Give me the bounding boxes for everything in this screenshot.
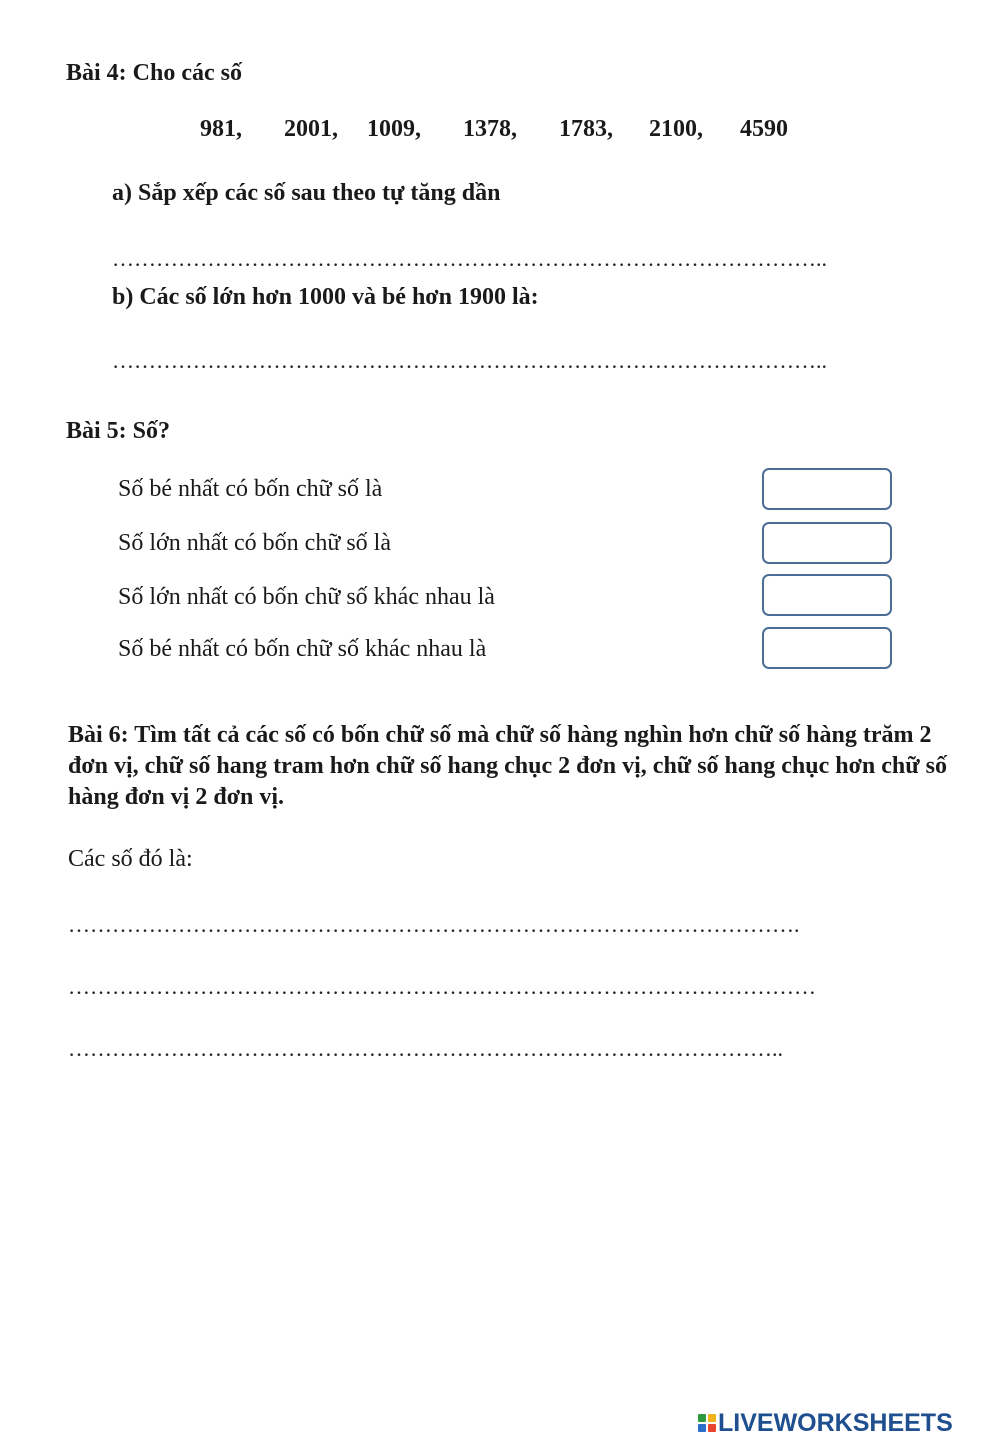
number-item: 1783, (559, 116, 613, 142)
logo-square (698, 1414, 706, 1422)
answer-box-smallest[interactable] (762, 468, 892, 510)
bai4-part-a: a) Sắp xếp các số sau theo tự tăng dần (112, 180, 501, 206)
bai4-part-b: b) Các số lớn hơn 1000 và bé hơn 1900 là: (112, 284, 539, 310)
logo-square (708, 1414, 716, 1422)
answer-box-largest-distinct[interactable] (762, 574, 892, 616)
answer-dots-b[interactable]: …………………………………………………………………………………….. (112, 348, 827, 373)
number-item: 2100, (649, 116, 703, 142)
answer-dots-6-1[interactable]: ………………………………………………………………………………………. (68, 912, 800, 937)
number-item: 981, (200, 116, 242, 142)
number-item: 1378, (463, 116, 517, 142)
answer-dots-a[interactable]: …………………………………………………………………………………….. (112, 246, 827, 271)
bai5-item-smallest-distinct: Số bé nhất có bốn chữ số khác nhau là (118, 636, 487, 662)
number-item: 4590 (740, 116, 788, 142)
answer-dots-6-3[interactable]: …………………………………………………………………………………….. (68, 1036, 783, 1061)
answer-dots-6-2[interactable]: ………………………………………………………………………………………… (68, 974, 816, 999)
bai5-item-largest: Số lớn nhất có bốn chữ số là (118, 530, 391, 556)
logo-icon (698, 1414, 716, 1432)
logo-square (708, 1424, 716, 1432)
logo-text: LIVEWORKSHEETS (718, 1408, 953, 1437)
liveworksheets-logo (698, 1410, 953, 1436)
answer-box-smallest-distinct[interactable] (762, 627, 892, 669)
bai6-answer-label: Các số đó là: (68, 846, 193, 872)
logo-square (698, 1424, 706, 1432)
bai5-item-smallest: Số bé nhất có bốn chữ số là (118, 476, 383, 502)
answer-box-largest[interactable] (762, 522, 892, 564)
number-list (200, 116, 788, 143)
bai6-text: Bài 6: Tìm tất cả các số có bốn chữ số mà chữ số hàng nghìn hơn chữ số hàng trăm 2 đơn vị, chữ số hang tram hơn chữ số hang chục 2 đơn vị, chữ số hang chục hơn chữ số hàng đơn vị 2 đơn vị. (68, 722, 947, 810)
bai5-title: Bài 5: Số? (66, 418, 171, 444)
bai5-item-largest-distinct: Số lớn nhất có bốn chữ số khác nhau là (118, 584, 495, 610)
bai4-title: Bài 4: Cho các số (66, 60, 242, 86)
number-item: 2001, (284, 116, 338, 142)
number-item: 1009, (367, 116, 421, 142)
